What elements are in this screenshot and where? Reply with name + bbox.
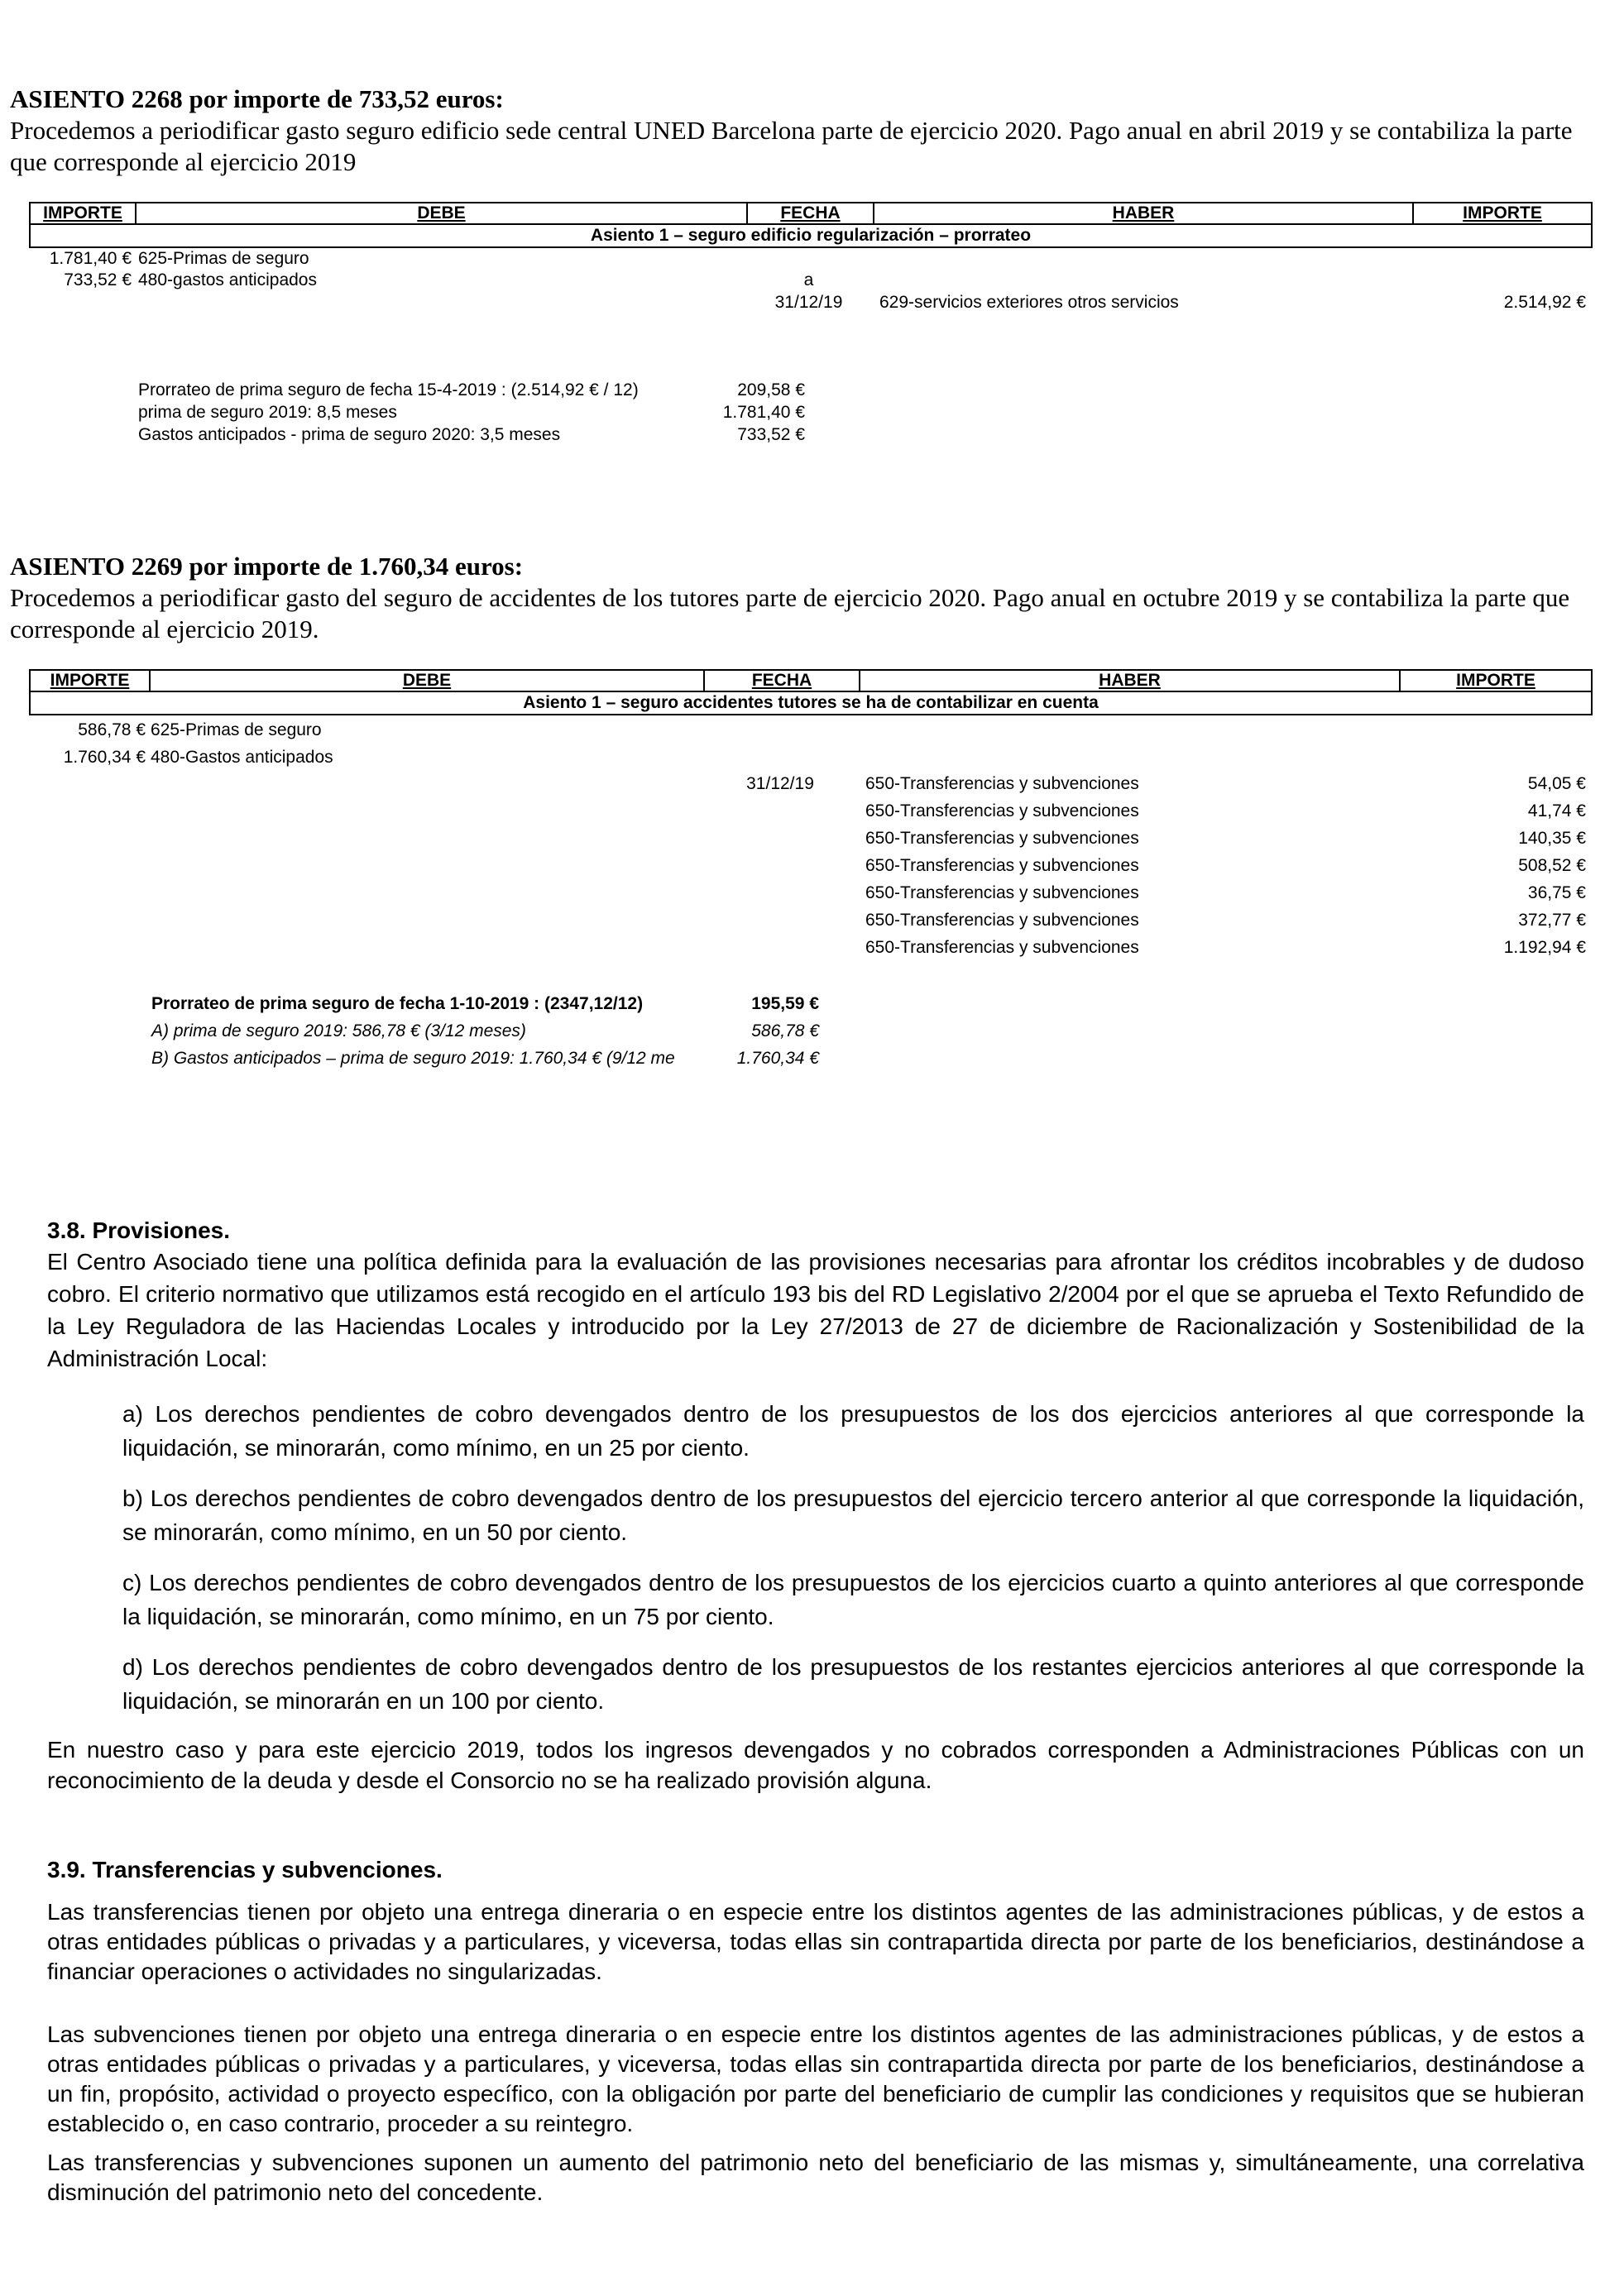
debe-importe: 586,78 € <box>78 720 146 739</box>
ledger-caption: Asiento 1 – seguro edificio regularización – prorrateo <box>29 225 1593 248</box>
prorrateo-value: 1.781,40 € <box>722 403 805 422</box>
haber-cuenta: 650-Transferencias y subvenciones <box>865 883 1139 902</box>
haber-cuenta: 650-Transferencias y subvenciones <box>865 829 1139 848</box>
a-connector: a <box>803 270 814 289</box>
section-3-8-closing: En nuestro caso y para este ejercicio 2019, todos los ingresos devengados y no cobrados corresponden a Administraciones Públicas con un reconocimiento de la deuda y desde el Consorcio no se ha realizado provisión alguna. <box>47 1737 1584 1793</box>
ledger-fecha: 31/12/19 <box>774 293 843 312</box>
prorrateo-label: A) prima de seguro 2019: 586,78 € (3/12 meses) <box>151 1021 526 1040</box>
ledger-fecha: 31/12/19 <box>746 774 814 793</box>
prorrateo-label: Prorrateo de prima seguro de fecha 15-4-2019 : (2.514,92 € / 12) <box>138 380 639 399</box>
debe-importe: 1.760,34 € <box>63 748 146 767</box>
prorrateo-value: 195,59 € <box>751 994 819 1013</box>
prorrateo-value: 586,78 € <box>751 1021 819 1040</box>
haber-importe: 54,05 € <box>1527 774 1586 793</box>
haber-cuenta: 650-Transferencias y subvenciones <box>865 856 1139 875</box>
header-importe: IMPORTE <box>43 203 122 222</box>
provision-item-b: b) Los derechos pendientes de cobro devengados dentro de los presupuestos del ejercicio tercero anterior al que corresponde la liquidación, se minorarán, como mínimo, en un 50 por ciento. <box>122 1485 1584 1545</box>
header-fecha: FECHA <box>780 203 841 222</box>
debe-cuenta: 480-gastos anticipados <box>138 270 317 289</box>
haber-importe: 2.514,92 € <box>1503 293 1586 312</box>
ledger-header-row <box>29 669 1593 692</box>
haber-cuenta: 629-servicios exteriores otros servicios <box>879 293 1179 312</box>
asiento-2268-description: Procedemos a periodificar gasto seguro edificio sede central UNED Barcelona parte de ejercicio 2020. Pago anual en abril 2019 y se contabiliza la parte que corresponde al ejercicio 2019 <box>10 116 1573 176</box>
haber-cuenta: 650-Transferencias y subvenciones <box>865 938 1139 957</box>
prorrateo-value: 209,58 € <box>737 380 805 399</box>
haber-cuenta: 650-Transferencias y subvenciones <box>865 774 1139 793</box>
header-haber: HABER <box>1112 203 1175 222</box>
provision-item-a: a) Los derechos pendientes de cobro devengados dentro de los presupuestos de los dos ejercicios anteriores al que corresponde la liquidación, se minorarán, como mínimo, en un 25 por ciento. <box>122 1401 1584 1461</box>
section-3-9-paragraph: Las subvenciones tienen por objeto una entrega dineraria o en especie entre los distintos agentes de las administraciones públicas, y de estos a otras entidades públicas o privadas y a particulares, y viceversa, todas ellas sin contrapartida directa por parte de los beneficiarios, destinándose a un fin, propósito, actividad o proyecto específico, con la obligación por parte del beneficiario de cumplir las condiciones y requisitos que se hubieran establecido o, en caso contrario, proceder a su reintegro. <box>47 2021 1584 2136</box>
prorrateo-label: Prorrateo de prima seguro de fecha 1-10-2019 : (2347,12/12) <box>151 994 644 1013</box>
header-importe-haber: IMPORTE <box>1456 671 1535 690</box>
section-3-8-title: 3.8. Provisiones. <box>47 1217 230 1243</box>
prorrateo-value: 733,52 € <box>737 425 805 444</box>
haber-importe: 41,74 € <box>1527 801 1586 820</box>
ledger-header-row <box>29 202 1593 225</box>
provision-item-c: c) Los derechos pendientes de cobro devengados dentro de los presupuestos de los ejercicios cuarto a quinto anteriores al que corresponde la liquidación, se minorarán, como mínimo, en un 75 por ciento. <box>122 1570 1584 1629</box>
haber-importe: 1.192,94 € <box>1503 938 1586 957</box>
debe-cuenta: 480-Gastos anticipados <box>151 748 333 767</box>
asiento-2268-ledger-table <box>29 202 1593 318</box>
section-3-9-paragraph: Las transferencias tienen por objeto una entrega dineraria o en especie entre los distintos agentes de las administraciones públicas, y de estos a otras entidades públicas o privadas y a particulares, y viceversa, todas ellas sin contrapartida directa por parte de los beneficiarios, destinándose a financiar operaciones o actividades no singularizadas. <box>47 1899 1584 1984</box>
header-fecha: FECHA <box>751 671 812 690</box>
haber-importe: 508,52 € <box>1518 856 1586 875</box>
haber-importe: 36,75 € <box>1527 883 1586 902</box>
header-haber: HABER <box>1099 671 1161 690</box>
haber-importe: 140,35 € <box>1518 829 1586 848</box>
section-3-8-intro: El Centro Asociado tiene una política definida para la evaluación de las provisiones necesarias para afrontar los créditos incobrables y de dudoso cobro. El criterio normativo que utilizamos está recogido en el artículo 193 bis del RD Legislativo 2/2004 por el que se aprueba el Texto Refundido de la Ley Reguladora de las Haciendas Locales y introducido por la Ley 27/2013 de 27 de diciembre de Racionalización y Sostenibilidad de la Administración Local: <box>47 1249 1584 1371</box>
debe-cuenta: 625-Primas de seguro <box>151 720 322 739</box>
section-3-9-title: 3.9. Transferencias y subvenciones. <box>47 1857 443 1882</box>
asiento-2269-title: ASIENTO 2269 por importe de 1.760,34 euros: <box>10 552 524 581</box>
debe-importe: 733,52 € <box>64 270 132 289</box>
haber-cuenta: 650-Transferencias y subvenciones <box>865 801 1139 820</box>
haber-importe: 372,77 € <box>1518 911 1586 930</box>
provision-item-d: d) Los derechos pendientes de cobro devengados dentro de los presupuestos de los restantes ejercicios anteriores al que corresponde la liquidación, se minorarán en un 100 por ciento. <box>122 1654 1584 1714</box>
ledger-caption: Asiento 1 – seguro accidentes tutores se ha de contabilizar en cuenta <box>29 692 1593 715</box>
haber-cuenta: 650-Transferencias y subvenciones <box>865 911 1139 930</box>
header-importe-haber: IMPORTE <box>1463 203 1542 222</box>
asiento-2269-description: Procedemos a periodificar gasto del seguro de accidentes de los tutores parte de ejercicio 2020. Pago anual en octubre 2019 y se contabiliza la parte que corresponde al ejercicio 2019. <box>10 583 1570 643</box>
asiento-2268-title: ASIENTO 2268 por importe de 733,52 euros: <box>10 84 504 113</box>
section-3-9-paragraph: Las transferencias y subvenciones suponen un aumento del patrimonio neto del beneficiario de las mismas y, simultáneamente, una correlativa disminución del patrimonio neto del concedente. <box>47 2150 1584 2205</box>
header-debe: DEBE <box>417 203 466 222</box>
prorrateo-label: B) Gastos anticipados – prima de seguro 2019: 1.760,34 € (9/12 me <box>151 1049 675 1068</box>
prorrateo-label: prima de seguro 2019: 8,5 meses <box>138 403 397 422</box>
asiento-2269-ledger-table <box>29 669 1593 975</box>
prorrateo-label: Gastos anticipados - prima de seguro 2020: 3,5 meses <box>138 425 561 444</box>
debe-cuenta: 625-Primas de seguro <box>138 249 309 268</box>
header-debe: DEBE <box>402 671 452 690</box>
prorrateo-value: 1.760,34 € <box>736 1049 819 1068</box>
debe-importe: 1.781,40 € <box>49 249 132 268</box>
header-importe: IMPORTE <box>50 671 130 690</box>
